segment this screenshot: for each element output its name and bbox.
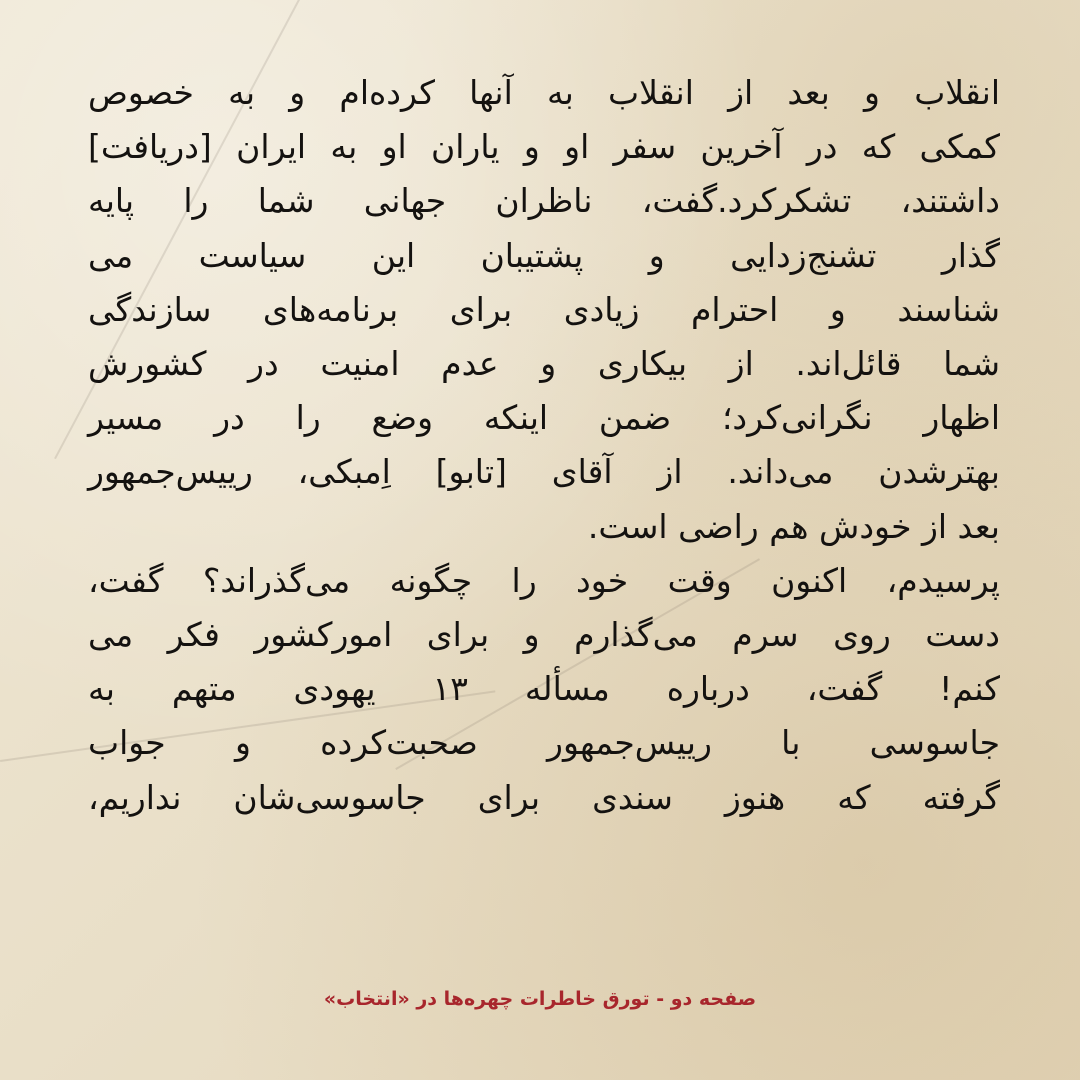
text-line: کمکی که در آخرین سفر او و یاران او به ایران [دریافت]	[88, 127, 1000, 167]
text-line: داشتند، تشکرکرد.گفت، ناظران جهانی شما را پایه	[88, 181, 1000, 221]
text-line: دست روی سرم می‌گذارم و برای امورکشور فکر می	[88, 615, 1000, 655]
text-line: اظهار نگرانی‌کرد؛ ضمن اینکه وضع را در مسیر	[88, 398, 1000, 438]
text-line: شناسند و احترام زیادی برای برنامه‌های سازندگی	[88, 289, 1000, 329]
page-caption: صفحه دو - تورق خاطرات چهره‌ها در «انتخاب»	[323, 988, 757, 1010]
text-line: بعد از خودش هم راضی است.	[587, 506, 1000, 546]
text-line: بهترشدن می‌داند. از آقای [تابو] اِمبکی، رییس‌جمهور	[88, 452, 1000, 492]
text-line: شما قائل‌اند. از بیکاری و عدم امنیت در کشورش	[88, 344, 1000, 384]
text-line: انقلاب و بعد از انقلاب به آنها کرده‌ام و به خصوص	[88, 73, 1000, 112]
article-text	[88, 66, 1000, 825]
text-line: گرفته که هنوز سندی برای جاسوسی‌شان نداریم،	[88, 777, 1000, 817]
text-line: پرسیدم، اکنون وقت خود را چگونه می‌گذراند؟ گفت،	[88, 560, 1000, 600]
text-line: گذار تشنج‌زدایی و پشتیبان این سیاست می	[88, 235, 1000, 275]
text-line: جاسوسی با رییس‌جمهور صحبت‌کرده و جواب	[88, 723, 1000, 763]
text-line: کنم! گفت، درباره مسأله ۱۳ یهودی متهم به	[88, 669, 1000, 709]
